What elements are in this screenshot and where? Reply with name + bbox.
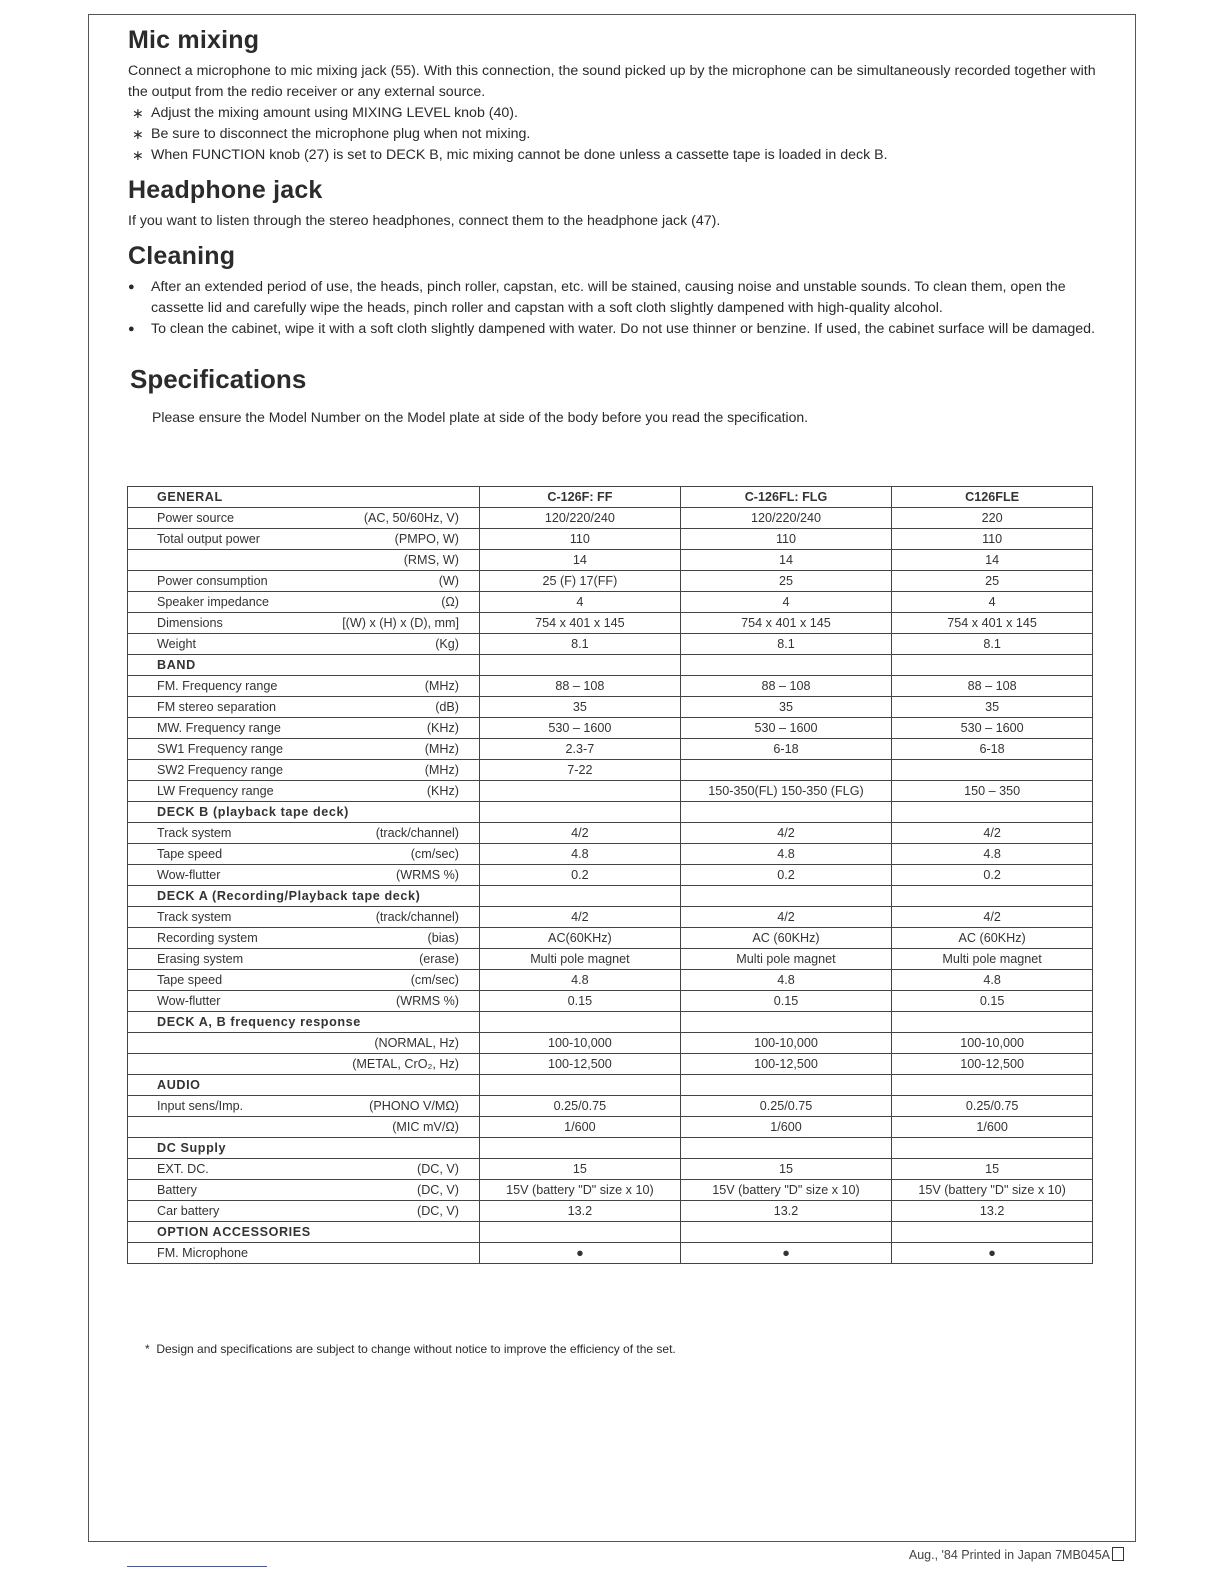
list-item: ● To clean the cabinet, wipe it with a soft cloth slightly dampened with water. Do not use thinner or benzine. If used, the cabinet surface will be damaged. <box>128 319 1108 340</box>
spec-unit: (WRMS %) <box>396 868 459 882</box>
table-row <box>128 697 1093 718</box>
spec-value: 8.1 <box>480 634 681 655</box>
spec-value: 8.1 <box>892 634 1093 655</box>
spec-unit: [(W) x (H) x (D), mm] <box>342 616 459 630</box>
spec-value: 7-22 <box>480 760 681 781</box>
footnote-text: Design and specifications are subject to change without notice to improve the efficiency of the set. <box>156 1342 676 1356</box>
spec-value: 754 x 401 x 145 <box>680 613 891 634</box>
table-row <box>128 718 1093 739</box>
table-cell <box>892 1012 1093 1033</box>
spec-value <box>892 760 1093 781</box>
table-row <box>128 508 1093 529</box>
spec-label-cell <box>128 928 480 949</box>
table-header-cell: GENERAL <box>128 487 480 508</box>
spec-unit: (DC, V) <box>417 1183 459 1197</box>
list-item: ● After an extended period of use, the heads, pinch roller, capstan, etc. will be stained, causing noise and unstable sounds. To clean them, open the cassette lid and carefully wipe the heads, pinch roller and capstan with a soft cloth slightly dampened with high-quality alcohol. <box>128 277 1108 319</box>
table-row <box>128 613 1093 634</box>
spec-label: Input sens/Imp. <box>157 1099 244 1113</box>
spec-value: 2.3-7 <box>480 739 681 760</box>
table-cell <box>480 1222 681 1243</box>
spec-value: 1/600 <box>892 1117 1093 1138</box>
spec-value: 4.8 <box>892 970 1093 991</box>
spec-label-cell <box>128 823 480 844</box>
spec-label-cell <box>128 949 480 970</box>
spec-label: FM. Microphone <box>157 1246 248 1260</box>
spec-label-cell <box>128 508 480 529</box>
spec-label: SW2 Frequency range <box>157 763 283 777</box>
spec-value: 88 – 108 <box>480 676 681 697</box>
spec-unit: (Kg) <box>435 637 459 651</box>
spec-label-cell <box>128 1117 480 1138</box>
spec-label: Battery <box>157 1183 197 1197</box>
table-row <box>128 781 1093 802</box>
footnote <box>145 1342 676 1356</box>
spec-label: Recording system <box>157 931 258 945</box>
spec-value: 0.15 <box>480 991 681 1012</box>
spec-label-cell <box>128 907 480 928</box>
list-item: ∗ When FUNCTION knob (27) is set to DECK B, mic mixing cannot be done unless a cassette tape is loaded in deck B. <box>128 145 1108 166</box>
table-row <box>128 970 1093 991</box>
spec-unit: (PMPO, W) <box>394 532 459 546</box>
spec-unit: (MIC mV/Ω) <box>392 1120 459 1134</box>
spec-label-cell <box>128 1180 480 1201</box>
section-header-label: BAND <box>157 658 196 672</box>
spec-value: 110 <box>892 529 1093 550</box>
spec-value: 530 – 1600 <box>680 718 891 739</box>
table-row <box>128 886 1093 907</box>
spec-label-cell <box>128 718 480 739</box>
spec-value: 13.2 <box>680 1201 891 1222</box>
spec-value: 8.1 <box>680 634 891 655</box>
spec-value: 0.2 <box>680 865 891 886</box>
spec-label-cell <box>128 592 480 613</box>
spec-value: 120/220/240 <box>680 508 891 529</box>
table-header-cell: C126FLE <box>892 487 1093 508</box>
spec-unit: (MHz) <box>424 763 459 777</box>
table-cell <box>680 886 891 907</box>
table-row <box>128 1033 1093 1054</box>
spec-value: 4/2 <box>892 823 1093 844</box>
spec-value: 530 – 1600 <box>892 718 1093 739</box>
spec-label: Erasing system <box>157 952 244 966</box>
table-row <box>128 1117 1093 1138</box>
spec-value <box>680 760 891 781</box>
spec-label-cell <box>128 529 480 550</box>
spec-value: Multi pole magnet <box>680 949 891 970</box>
spec-label-cell <box>128 739 480 760</box>
spec-value: ● <box>480 1243 681 1264</box>
spec-value: 220 <box>892 508 1093 529</box>
table-cell <box>680 1075 891 1096</box>
table-row <box>128 529 1093 550</box>
specifications-title: Specifications <box>130 364 307 394</box>
spec-label: Dimensions <box>157 616 223 630</box>
table-cell <box>892 886 1093 907</box>
spec-value: 14 <box>892 550 1093 571</box>
spec-label: MW. Frequency range <box>157 721 281 735</box>
table-row <box>128 991 1093 1012</box>
spec-value: ● <box>680 1243 891 1264</box>
table-row <box>128 802 1093 823</box>
spec-label-cell <box>128 1054 480 1075</box>
spec-value: 0.25/0.75 <box>680 1096 891 1117</box>
spec-value: 15 <box>892 1159 1093 1180</box>
spec-label: Car battery <box>157 1204 220 1218</box>
spec-value: 15 <box>680 1159 891 1180</box>
table-cell <box>480 1138 681 1159</box>
spec-label-cell <box>128 865 480 886</box>
table-cell <box>680 802 891 823</box>
specifications-note: Please ensure the Model Number on the Model plate at side of the body before you read the specification. <box>152 409 809 425</box>
list-item: ∗ Adjust the mixing amount using MIXING LEVEL knob (40). <box>128 103 1108 124</box>
table-row <box>128 1159 1093 1180</box>
spec-value <box>480 781 681 802</box>
spec-unit: (WRMS %) <box>396 994 459 1008</box>
spec-value: 150 – 350 <box>892 781 1093 802</box>
spec-label-cell <box>128 676 480 697</box>
spec-value: 35 <box>680 697 891 718</box>
spec-label-cell <box>128 991 480 1012</box>
spec-value: 15V (battery "D" size x 10) <box>892 1180 1093 1201</box>
spec-value: 4 <box>892 592 1093 613</box>
spec-unit: (KHz) <box>426 721 459 735</box>
spec-label: FM. Frequency range <box>157 679 278 693</box>
table-row <box>128 1138 1093 1159</box>
table-row <box>128 1222 1093 1243</box>
spec-value: AC(60KHz) <box>480 928 681 949</box>
corner-mark-icon <box>1112 1547 1124 1561</box>
mic-mixing-section <box>128 26 1108 166</box>
section-header-label: OPTION ACCESSORIES <box>157 1225 311 1239</box>
section-header-label: AUDIO <box>157 1078 201 1092</box>
spec-value: 13.2 <box>480 1201 681 1222</box>
spec-value: 25 (F) 17(FF) <box>480 571 681 592</box>
spec-label: Wow-flutter <box>157 868 221 882</box>
table-cell <box>480 1075 681 1096</box>
spec-unit: (AC, 50/60Hz, V) <box>363 511 459 525</box>
table-row <box>128 907 1093 928</box>
spec-value: 4.8 <box>480 844 681 865</box>
section-header-cell <box>128 1222 480 1243</box>
spec-value: 88 – 108 <box>680 676 891 697</box>
section-header-cell <box>128 1012 480 1033</box>
spec-value: 4.8 <box>480 970 681 991</box>
spec-label: FM stereo separation <box>157 700 276 714</box>
spec-value: 100-10,000 <box>680 1033 891 1054</box>
spec-value: 0.2 <box>480 865 681 886</box>
spec-value: 88 – 108 <box>892 676 1093 697</box>
spec-label-cell <box>128 697 480 718</box>
headphone-section <box>128 176 1108 232</box>
spec-label: Track system <box>157 910 232 924</box>
section-header-cell <box>128 1075 480 1096</box>
spec-label-cell <box>128 1159 480 1180</box>
spec-label: Tape speed <box>157 847 223 861</box>
spec-label-cell <box>128 550 480 571</box>
spec-unit: (METAL, CrO₂, Hz) <box>352 1057 459 1071</box>
spec-label: Power source <box>157 511 234 525</box>
spec-unit: (NORMAL, Hz) <box>374 1036 459 1050</box>
spec-label: LW Frequency range <box>157 784 274 798</box>
spec-value: 15V (battery "D" size x 10) <box>480 1180 681 1201</box>
spec-value: 1/600 <box>480 1117 681 1138</box>
spec-value: 15V (battery "D" size x 10) <box>680 1180 891 1201</box>
cleaning-section <box>128 242 1108 340</box>
spec-label: Track system <box>157 826 232 840</box>
table-header-row <box>128 487 1093 508</box>
section-header-cell <box>128 802 480 823</box>
table-cell <box>480 1012 681 1033</box>
table-cell <box>480 802 681 823</box>
table-row <box>128 823 1093 844</box>
spec-value: 35 <box>892 697 1093 718</box>
spec-value: ● <box>892 1243 1093 1264</box>
section-header-label: DC Supply <box>157 1141 227 1155</box>
spec-value: 120/220/240 <box>480 508 681 529</box>
table-cell <box>892 655 1093 676</box>
spec-label-cell <box>128 613 480 634</box>
spec-unit: (Ω) <box>441 595 459 609</box>
table-row <box>128 571 1093 592</box>
spec-unit: (DC, V) <box>417 1162 459 1176</box>
spec-unit: (track/channel) <box>375 826 459 840</box>
spec-unit: (DC, V) <box>417 1204 459 1218</box>
spec-label-cell <box>128 760 480 781</box>
spec-value: 110 <box>480 529 681 550</box>
table-cell <box>892 1138 1093 1159</box>
spec-label: Total output power <box>157 532 260 546</box>
divider <box>127 1566 267 1567</box>
table-cell <box>480 655 681 676</box>
spec-label: Weight <box>157 637 196 651</box>
table-row <box>128 739 1093 760</box>
table-cell <box>480 886 681 907</box>
table-cell <box>892 1222 1093 1243</box>
spec-unit: (cm/sec) <box>410 847 459 861</box>
spec-unit: (dB) <box>435 700 459 714</box>
spec-label-cell <box>128 634 480 655</box>
spec-value: 4/2 <box>480 907 681 928</box>
spec-label-cell <box>128 781 480 802</box>
table-row <box>128 949 1093 970</box>
spec-value: 754 x 401 x 145 <box>892 613 1093 634</box>
list-item: ∗ Be sure to disconnect the microphone plug when not mixing. <box>128 124 1108 145</box>
spec-value: 4.8 <box>680 844 891 865</box>
spec-label: Power consumption <box>157 574 268 588</box>
spec-value: 4/2 <box>480 823 681 844</box>
table-row <box>128 676 1093 697</box>
spec-value: 0.15 <box>892 991 1093 1012</box>
cleaning-title: Cleaning <box>128 242 236 270</box>
spec-label: Tape speed <box>157 973 223 987</box>
spec-label: EXT. DC. <box>157 1162 209 1176</box>
table-row <box>128 1054 1093 1075</box>
spec-value: Multi pole magnet <box>480 949 681 970</box>
spec-unit: (KHz) <box>426 784 459 798</box>
spec-unit: (MHz) <box>424 679 459 693</box>
cleaning-list <box>128 277 1108 340</box>
spec-label-cell <box>128 1243 480 1264</box>
table-cell <box>680 1138 891 1159</box>
spec-value: 0.2 <box>892 865 1093 886</box>
spec-value: 4 <box>480 592 681 613</box>
table-row <box>128 1096 1093 1117</box>
spec-unit: (W) <box>438 574 459 588</box>
mic-mixing-text: Connect a microphone to mic mixing jack (55). With this connection, the sound picked up by the microphone can be simultaneously recorded together with the output from the redio receiver or any external source. <box>128 63 1096 100</box>
spec-value: 25 <box>680 571 891 592</box>
page-content <box>128 26 1108 437</box>
footnote-asterisk: * <box>145 1342 157 1356</box>
spec-value: 35 <box>480 697 681 718</box>
spec-label-cell <box>128 571 480 592</box>
spec-value: Multi pole magnet <box>892 949 1093 970</box>
spec-value: 0.15 <box>680 991 891 1012</box>
spec-label: Wow-flutter <box>157 994 221 1008</box>
table-header-cell: C-126FL: FLG <box>680 487 891 508</box>
table-row <box>128 655 1093 676</box>
spec-label-cell <box>128 1201 480 1222</box>
spec-value: 4.8 <box>680 970 891 991</box>
spec-unit: (erase) <box>419 952 459 966</box>
spec-value: 100-12,500 <box>892 1054 1093 1075</box>
spec-unit: (bias) <box>427 931 459 945</box>
spec-unit: (PHONO V/MΩ) <box>369 1099 459 1113</box>
table-row <box>128 550 1093 571</box>
table-row <box>128 844 1093 865</box>
spec-value: 110 <box>680 529 891 550</box>
section-header-label: DECK A, B frequency response <box>157 1015 361 1029</box>
spec-value: 14 <box>480 550 681 571</box>
spec-value: 14 <box>680 550 891 571</box>
headphone-text: If you want to listen through the stereo headphones, connect them to the headphone jack (47). <box>128 213 721 229</box>
spec-unit: (track/channel) <box>375 910 459 924</box>
spec-value: 754 x 401 x 145 <box>480 613 681 634</box>
spec-unit: (RMS, W) <box>403 553 459 567</box>
spec-value: 0.25/0.75 <box>892 1096 1093 1117</box>
spec-value: 150-350(FL) 150-350 (FLG) <box>680 781 891 802</box>
spec-label: Speaker impedance <box>157 595 270 609</box>
section-header-label: DECK A (Recording/Playback tape deck) <box>157 889 421 903</box>
spec-value: 4 <box>680 592 891 613</box>
spec-value: 100-10,000 <box>892 1033 1093 1054</box>
print-info <box>909 1547 1124 1562</box>
spec-value: 530 – 1600 <box>480 718 681 739</box>
spec-label-cell <box>128 844 480 865</box>
section-header-cell <box>128 886 480 907</box>
spec-value: 4/2 <box>680 907 891 928</box>
table-cell <box>892 802 1093 823</box>
print-info-text: Aug., '84 Printed in Japan 7MB045A <box>908 1548 1110 1562</box>
table-header-cell: C-126F: FF <box>480 487 681 508</box>
spec-value: 0.25/0.75 <box>480 1096 681 1117</box>
spec-value: 6-18 <box>892 739 1093 760</box>
table-row <box>128 1201 1093 1222</box>
mic-mixing-title: Mic mixing <box>128 26 260 54</box>
table-row <box>128 1180 1093 1201</box>
table-row <box>128 1243 1093 1264</box>
spec-label: SW1 Frequency range <box>157 742 283 756</box>
spec-label-cell <box>128 1096 480 1117</box>
spec-value: 25 <box>892 571 1093 592</box>
spec-value: 100-12,500 <box>480 1054 681 1075</box>
spec-value: 100-12,500 <box>680 1054 891 1075</box>
spec-value: 13.2 <box>892 1201 1093 1222</box>
table-row <box>128 1075 1093 1096</box>
spec-value: 15 <box>480 1159 681 1180</box>
spec-value: 6-18 <box>680 739 891 760</box>
table-cell <box>680 1222 891 1243</box>
headphone-title: Headphone jack <box>128 176 323 204</box>
spec-value: 4.8 <box>892 844 1093 865</box>
spec-value: 4/2 <box>892 907 1093 928</box>
spec-value: 1/600 <box>680 1117 891 1138</box>
spec-label-cell <box>128 1033 480 1054</box>
spec-label-cell <box>128 970 480 991</box>
mic-mixing-notes <box>128 103 1108 166</box>
table-row <box>128 592 1093 613</box>
spec-value: 4/2 <box>680 823 891 844</box>
spec-value: AC (60KHz) <box>892 928 1093 949</box>
table-row <box>128 634 1093 655</box>
spec-unit: (MHz) <box>424 742 459 756</box>
table-row <box>128 928 1093 949</box>
table-row <box>128 760 1093 781</box>
table-cell <box>680 1012 891 1033</box>
table-cell <box>892 1075 1093 1096</box>
spec-value: 100-10,000 <box>480 1033 681 1054</box>
section-header-cell <box>128 1138 480 1159</box>
table-row <box>128 865 1093 886</box>
section-header-cell <box>128 655 480 676</box>
table-row <box>128 1012 1093 1033</box>
spec-unit: (cm/sec) <box>410 973 459 987</box>
table-cell <box>680 655 891 676</box>
specifications-table <box>127 486 1093 1264</box>
spec-value: AC (60KHz) <box>680 928 891 949</box>
section-header-label: DECK B (playback tape deck) <box>157 805 349 819</box>
